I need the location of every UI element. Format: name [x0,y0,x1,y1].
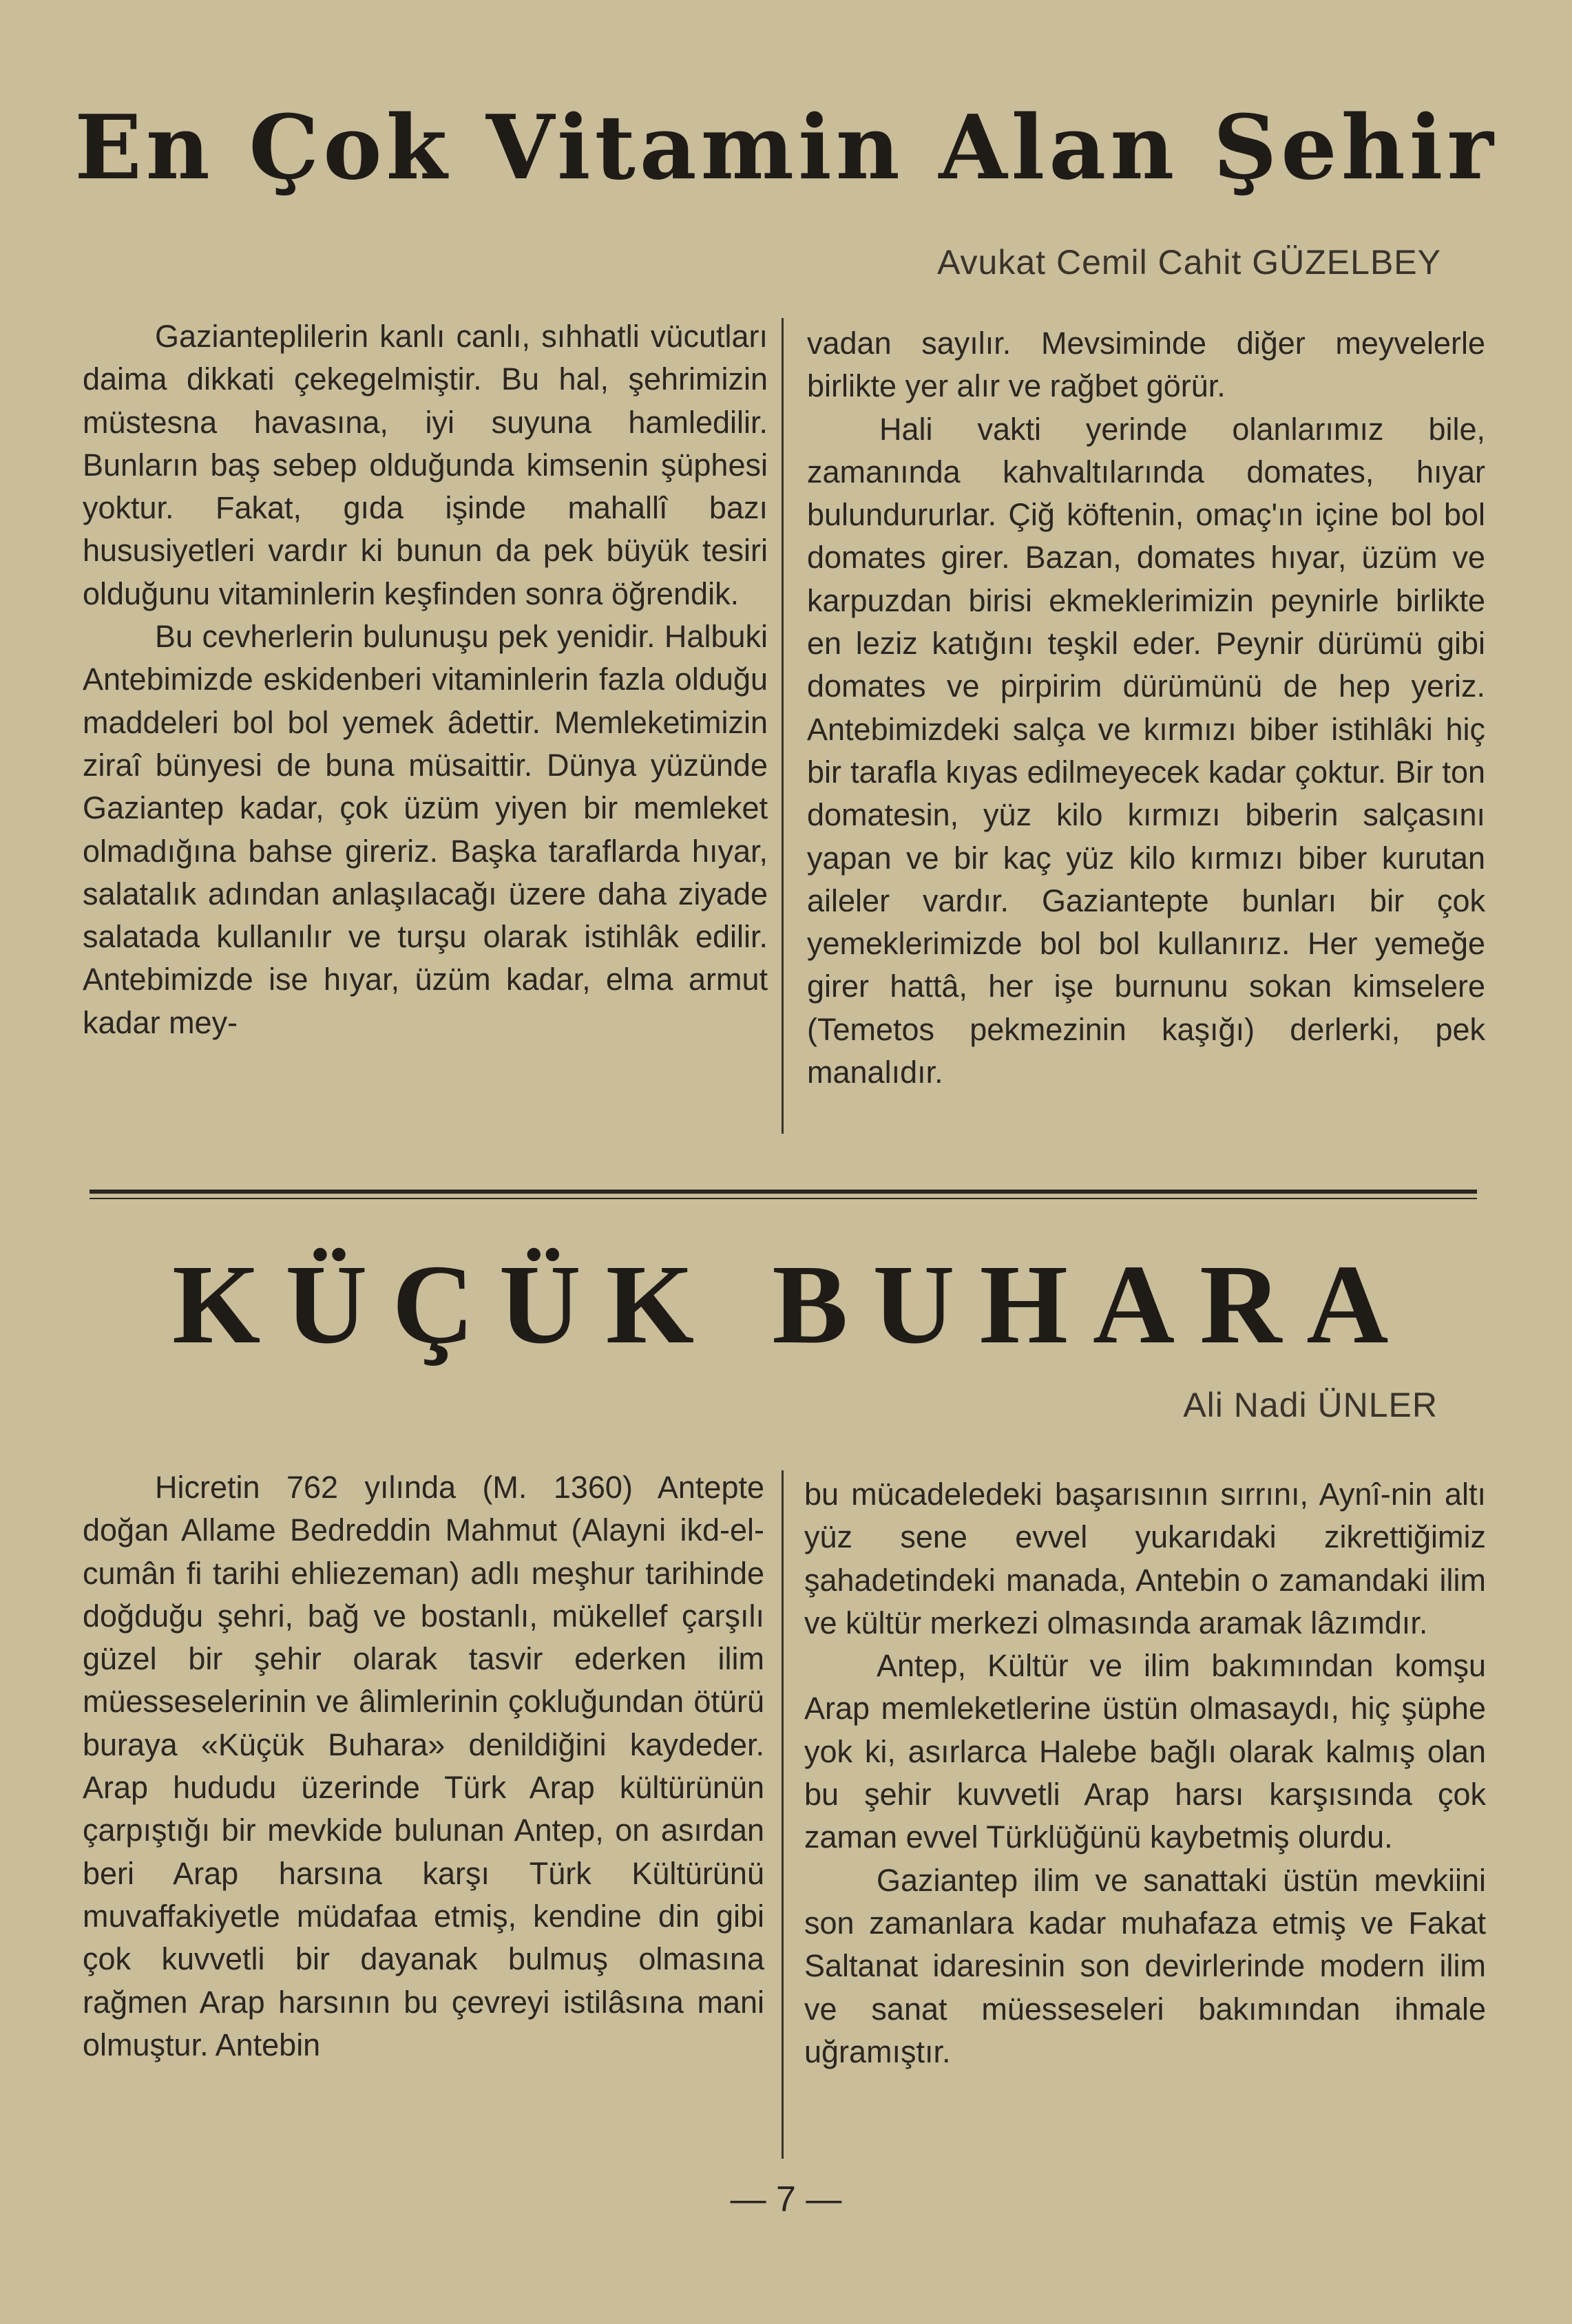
column-divider [782,1470,784,2159]
paragraph: Hali vakti yerinde olanlarımız bile, zamanında kahvaltılarında domates, hıyar bulundururlar. Çiğ köftenin, omaç'ın içine bol bol domates girer. Bazan, domates hıyar, üzüm ve karpuzdan birisi ekmeklerimizin peynirle birlikte en leziz katığını teşkil eder. Peynir dürümü gibi domates ve pirpirim dürümünü de hep yeriz. Antebimizdeki salça ve kırmızı biber istihlâki hiç bir tarafla kıyas edilmeyecek kadar çoktur. Bir ton domatesin, yüz kilo kırmızı biberin salçasını yapan ve bir kaç yüz kilo kırmızı biber kurutan aileler vardır. Gaziantepte bunları bir çok yemeklerimizde bol bol kullanırız. Her yemeğe girer hattâ, her işe burnunu sokan kimselere (Temetos pekmezinin kaşığı) derlerki, pek manalıdır. [807,411,1485,1090]
article-title: En Çok Vitamin Alan Şehir [74,96,1498,200]
section-divider-thin [90,1198,1477,1199]
page-number: — 7 — [730,2179,842,2219]
paragraph: bu mücadeledeki başarısının sırrını, Aynî-nin altı yüz sene evvel yukarıdaki zikrettiğimiz şahadetindeki manada, Antebin o zamandaki ilim ve kültür merkezi olmasında aramak lâzımdır. [804,1477,1486,1640]
paragraph: Antep, Kültür ve ilim bakımından komşu Arap memleketlerine üstün olmasaydı, hiç şüphe yok ki, asırlarca Halebe bağlı olarak kalmış olan bu şehir kuvvetli Arap harsı karşısında çok zaman evvel Türklüğünü kaybetmiş olurdu. [804,1648,1486,1855]
article-column-right [804,1473,1486,2073]
column-divider [782,318,784,1134]
paragraph: Gaziantep ilim ve sanattaki üstün mevkiini son zamanlara kadar muhafaza etmiş ve Fakat Saltanat idaresinin son devirlerinde modern ilim ve sanat müesseseleri bakımından ihmale uğramıştır. [804,1862,1486,2069]
paragraph: Gazianteplilerin kanlı canlı, sıhhatli vücutları daima dikkati çekegelmiştir. Bu hal, şehrimizin müstesna havasına, iyi suyuna hamledilir. Bunların baş sebep olduğunda kimsenin şüphesi yoktur. Fakat, gıda işinde mahallî bazı hususiyetleri vardır ki bunun da pek büyük tesiri olduğunu vitaminlerin keşfinden sonra öğrendik. [83,319,768,611]
paragraph: Bu cevherlerin bulunuşu pek yenidir. Halbuki Antebimizde eskidenberi vitaminlerin fazla olduğu maddeleri bol bol yemek âdettir. Memleketimizin ziraî bünyesi de buna müsaittir. Dünya yüzünde Gaziantep kadar, çok üzüm yiyen bir memleket olmadığına bahse gireriz. Başka taraflarda hıyar, salatalık adından anlaşılacağı üzere daha ziyade salatada kullanılır ve turşu olarak istihlâk edilir. Antebimizde ise hıyar, üzüm kadar, elma armut kadar mey- [83,619,768,1040]
article-column-right [807,322,1485,1094]
article-author: Avukat Cemil Cahit GÜZELBEY [937,243,1441,282]
article-title: KÜÇÜK BUHARA [172,1241,1414,1367]
paragraph: vadan sayılır. Mevsiminde diğer meyvelerle birlikte yer alır ve rağbet görür. [807,326,1485,404]
article-column-left [83,1466,764,2067]
paragraph: Hicretin 762 yılında (M. 1360) Antepte doğan Allame Bedreddin Mahmut (Alayni ikd-el-cumân fi tarihi ehliezeman) adlı meşhur tarihinde doğduğu şehri, bağ ve bostanlı, mükellef çarşılı güzel bir şehir olarak tasvir ederken ilim müesseselerinin ve âlimlerinin çokluğundan ötürü buraya «Küçük Buhara» denildiğini kaydeder. Arap hududu üzerinde Türk Arap kültürünün çarpıştığı bir mevkide bulunan Antep, on asırdan beri Arap harsına karşı Türk Kültürünü muvaffakiyetle müdafaa etmiş, kendine din gibi çok kuvvetli bir dayanak bulmuş olmasına rağmen Arap harsının bu çevreyi istilâsına mani olmuştur. Antebin [83,1470,764,2062]
section-divider [90,1190,1477,1194]
article-column-left [83,315,768,1044]
article-author: Ali Nadi ÜNLER [1183,1386,1438,1424]
